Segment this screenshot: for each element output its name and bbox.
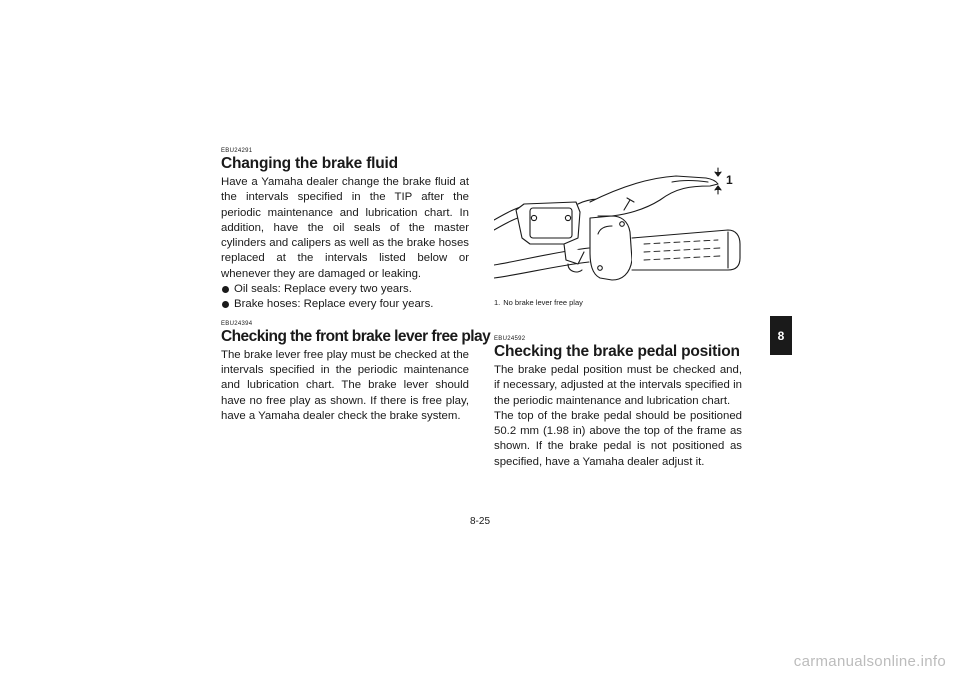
section-body: The brake lever free play must be checked at the intervals specified in the periodic maintenance and lubrication chart. The brake lever should have no free play as shown. If there is free play, have a Yamaha dealer check the brake system. <box>221 348 469 422</box>
section-code: EBU24291 <box>221 148 253 154</box>
bullet-list <box>221 282 469 313</box>
list-item: Brake hoses: Replace every four years. <box>221 297 469 312</box>
section-body: Have a Yamaha dealer change the brake fluid at the intervals specified in the TIP after the periodic maintenance and lubrication chart. In addition, have the oil seals of the master cylinders and calipers as well as the brake hoses replaced at the intervals listed below or whenever they are damaged or leaking. <box>221 176 469 280</box>
section-front-brake-lever <box>221 320 491 424</box>
bullet-icon <box>222 301 229 308</box>
brake-lever-illustration <box>494 160 742 292</box>
figure-caption: 1. No brake lever free play <box>494 298 583 307</box>
watermark: carmanualsonline.info <box>793 653 946 670</box>
page-number: 8-25 <box>469 516 490 527</box>
bullet-icon <box>222 286 229 293</box>
section-title: Changing the brake fluid <box>221 155 398 172</box>
section-code: EBU24394 <box>221 320 253 327</box>
section-body: The brake pedal position must be checked and, if necessary, adjusted at the intervals specified in the periodic maintenance and lubrication chart. <box>494 364 742 407</box>
section-brake-pedal-position <box>494 335 742 470</box>
chapter-tab: 8 <box>770 316 792 355</box>
section-changing-brake-fluid <box>221 147 469 313</box>
section-title: Checking the front brake lever free play <box>221 327 491 345</box>
section-body: The top of the brake pedal should be positioned 50.2 mm (1.98 in) above the top of the frame as shown. If the brake pedal is not positioned as specified, have a Yamaha dealer adjust it. <box>494 409 742 468</box>
left-column <box>221 147 491 424</box>
callout-label: 1 <box>726 173 733 187</box>
section-code: EBU24592 <box>494 336 526 342</box>
list-item: Oil seals: Replace every two years. <box>221 282 469 297</box>
section-title: Checking the brake pedal position <box>494 343 740 360</box>
